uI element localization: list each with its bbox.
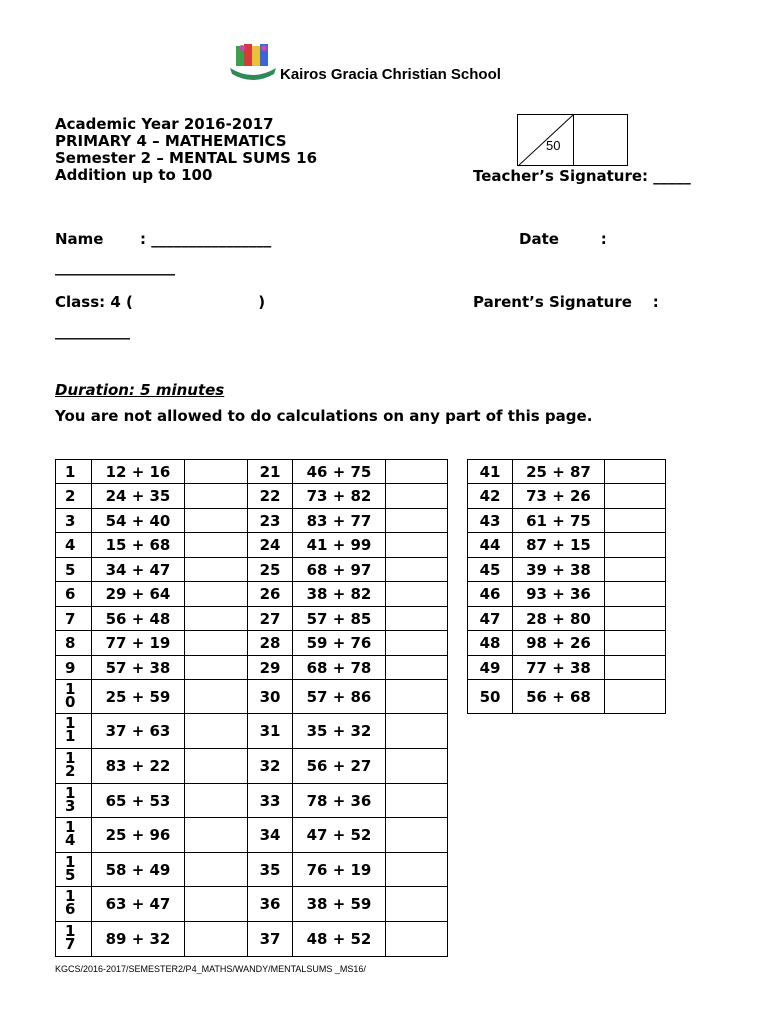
- question-number: 33: [248, 784, 293, 818]
- question-number: 43: [468, 509, 513, 533]
- name-field: Name : ________________: [55, 230, 272, 248]
- answer-box[interactable]: [185, 922, 248, 957]
- answer-box[interactable]: [605, 509, 666, 533]
- question-number: 36: [248, 887, 293, 922]
- table-row: [468, 558, 666, 582]
- table-row: [56, 582, 248, 607]
- question-number: 24: [248, 533, 293, 558]
- question-sum: 78 + 36: [293, 784, 386, 818]
- table-row: [248, 784, 448, 818]
- question-sum: 34 + 47: [92, 558, 185, 582]
- question-number: 27: [248, 607, 293, 631]
- date-field: Date :: [519, 230, 607, 248]
- answer-box[interactable]: [386, 749, 448, 784]
- score-box: [517, 114, 628, 166]
- table-row: [248, 853, 448, 887]
- table-row: [248, 680, 448, 714]
- footer: KGCS/2016-2017/SEMESTER2/P4_MATHS/WANDY/MENTALSUMS _MS16/: [55, 964, 366, 974]
- answer-box[interactable]: [386, 656, 448, 680]
- table-row: [248, 818, 448, 853]
- question-number: 46: [468, 582, 513, 607]
- answer-box[interactable]: [185, 582, 248, 607]
- question-sum: 57 + 86: [293, 680, 386, 714]
- teacher-signature: Teacher’s Signature: _____: [473, 167, 691, 185]
- question-number: 16: [56, 887, 92, 922]
- question-sum: 41 + 99: [293, 533, 386, 558]
- question-number: 7: [56, 607, 92, 631]
- question-number: 47: [468, 607, 513, 631]
- question-sum: 39 + 38: [513, 558, 605, 582]
- question-number: 4: [56, 533, 92, 558]
- table-row: [468, 582, 666, 607]
- table-row: [248, 656, 448, 680]
- table-row: [468, 656, 666, 680]
- answer-box[interactable]: [185, 887, 248, 922]
- answer-box[interactable]: [185, 509, 248, 533]
- question-sum: 57 + 38: [92, 656, 185, 680]
- table-row: [56, 558, 248, 582]
- answer-box[interactable]: [386, 818, 448, 853]
- question-number: 2: [56, 484, 92, 509]
- question-number: 35: [248, 853, 293, 887]
- answer-box[interactable]: [185, 484, 248, 509]
- score-total: 50: [546, 138, 561, 153]
- table-row: [468, 631, 666, 656]
- topic: Addition up to 100: [55, 166, 213, 184]
- answer-box[interactable]: [185, 818, 248, 853]
- class-field: Class: 4 ( ): [55, 293, 266, 311]
- table-row: [248, 484, 448, 509]
- question-number: 3: [56, 509, 92, 533]
- parent-signature-continued: __________: [55, 322, 130, 340]
- answer-box[interactable]: [185, 533, 248, 558]
- question-number: 25: [248, 558, 293, 582]
- table-row: [248, 607, 448, 631]
- question-number: 41: [468, 460, 513, 484]
- question-sum: 28 + 80: [513, 607, 605, 631]
- table-row: [248, 922, 448, 957]
- table-row: [56, 784, 248, 818]
- sums-table-3: [467, 459, 666, 714]
- school-name: Kairos Gracia Christian School: [280, 66, 501, 83]
- table-row: [468, 607, 666, 631]
- answer-box[interactable]: [386, 582, 448, 607]
- question-number: 48: [468, 631, 513, 656]
- question-number: 32: [248, 749, 293, 784]
- table-row: [56, 460, 248, 484]
- question-sum: 77 + 38: [513, 656, 605, 680]
- table-row: [56, 533, 248, 558]
- question-sum: 57 + 85: [293, 607, 386, 631]
- table-row: [56, 631, 248, 656]
- question-sum: 56 + 48: [92, 607, 185, 631]
- answer-box[interactable]: [605, 680, 666, 714]
- question-number: 12: [56, 749, 92, 784]
- question-number: 22: [248, 484, 293, 509]
- question-sum: 73 + 26: [513, 484, 605, 509]
- answer-box[interactable]: [185, 853, 248, 887]
- table-row: [468, 484, 666, 509]
- question-number: 11: [56, 714, 92, 749]
- sums-table-1: [55, 459, 248, 957]
- question-number: 50: [468, 680, 513, 714]
- table-row: [248, 714, 448, 749]
- answer-box[interactable]: [386, 714, 448, 749]
- table-row: [468, 460, 666, 484]
- answer-box[interactable]: [605, 484, 666, 509]
- question-number: 1: [56, 460, 92, 484]
- question-number: 45: [468, 558, 513, 582]
- answer-box[interactable]: [386, 460, 448, 484]
- table-row: [56, 656, 248, 680]
- answer-box[interactable]: [185, 680, 248, 714]
- question-sum: 61 + 75: [513, 509, 605, 533]
- question-number: 13: [56, 784, 92, 818]
- question-number: 37: [248, 922, 293, 957]
- question-sum: 56 + 27: [293, 749, 386, 784]
- answer-box[interactable]: [185, 784, 248, 818]
- table-row: [56, 484, 248, 509]
- question-sum: 73 + 82: [293, 484, 386, 509]
- answer-box[interactable]: [185, 460, 248, 484]
- question-sum: 68 + 97: [293, 558, 386, 582]
- parent-signature: Parent’s Signature :: [473, 293, 659, 311]
- table-row: [56, 607, 248, 631]
- table-row: [248, 887, 448, 922]
- answer-box[interactable]: [386, 533, 448, 558]
- answer-box[interactable]: [386, 558, 448, 582]
- question-sum: 46 + 75: [293, 460, 386, 484]
- question-number: 44: [468, 533, 513, 558]
- question-sum: 15 + 68: [92, 533, 185, 558]
- academic-year: Academic Year 2016-2017: [55, 115, 274, 133]
- question-number: 21: [248, 460, 293, 484]
- question-number: 31: [248, 714, 293, 749]
- question-sum: 83 + 77: [293, 509, 386, 533]
- table-row: [56, 887, 248, 922]
- answer-box[interactable]: [386, 887, 448, 922]
- question-sum: 59 + 76: [293, 631, 386, 656]
- question-number: 28: [248, 631, 293, 656]
- question-sum: 47 + 52: [293, 818, 386, 853]
- question-number: 26: [248, 582, 293, 607]
- question-number: 17: [56, 922, 92, 957]
- answer-box[interactable]: [605, 460, 666, 484]
- question-number: 6: [56, 582, 92, 607]
- answer-box[interactable]: [386, 607, 448, 631]
- table-row: [56, 714, 248, 749]
- question-sum: 12 + 16: [92, 460, 185, 484]
- table-row: [248, 631, 448, 656]
- duration: Duration: 5 minutes: [55, 381, 225, 399]
- table-row: [56, 509, 248, 533]
- question-number: 10: [56, 680, 92, 714]
- instruction: You are not allowed to do calculations on any part of this page.: [55, 407, 593, 425]
- question-sum: 56 + 68: [513, 680, 605, 714]
- answer-box[interactable]: [185, 607, 248, 631]
- question-number: 30: [248, 680, 293, 714]
- table-row: [248, 509, 448, 533]
- school-logo: [228, 42, 278, 84]
- answer-box[interactable]: [185, 631, 248, 656]
- question-sum: 63 + 47: [92, 887, 185, 922]
- table-row: [56, 749, 248, 784]
- table-row: [468, 509, 666, 533]
- answer-box[interactable]: [605, 558, 666, 582]
- question-sum: 98 + 26: [513, 631, 605, 656]
- question-sum: 25 + 59: [92, 680, 185, 714]
- answer-box[interactable]: [386, 680, 448, 714]
- question-number: 49: [468, 656, 513, 680]
- question-sum: 83 + 22: [92, 749, 185, 784]
- question-number: 42: [468, 484, 513, 509]
- question-number: 9: [56, 656, 92, 680]
- table-row: [248, 533, 448, 558]
- question-sum: 38 + 82: [293, 582, 386, 607]
- table-row: [56, 853, 248, 887]
- table-row: [468, 533, 666, 558]
- question-sum: 29 + 64: [92, 582, 185, 607]
- subject: PRIMARY 4 – MATHEMATICS: [55, 132, 287, 150]
- answer-box[interactable]: [605, 656, 666, 680]
- question-sum: 58 + 49: [92, 853, 185, 887]
- table-row: [248, 460, 448, 484]
- answer-box[interactable]: [185, 714, 248, 749]
- table-row: [248, 582, 448, 607]
- question-sum: 65 + 53: [92, 784, 185, 818]
- answer-box[interactable]: [605, 582, 666, 607]
- question-sum: 37 + 63: [92, 714, 185, 749]
- answer-box[interactable]: [605, 631, 666, 656]
- question-sum: 48 + 52: [293, 922, 386, 957]
- sums-table-2: [247, 459, 448, 957]
- answer-box[interactable]: [185, 656, 248, 680]
- question-number: 8: [56, 631, 92, 656]
- answer-box[interactable]: [605, 533, 666, 558]
- question-number: 5: [56, 558, 92, 582]
- question-sum: 76 + 19: [293, 853, 386, 887]
- answer-box[interactable]: [386, 922, 448, 957]
- question-number: 29: [248, 656, 293, 680]
- question-sum: 93 + 36: [513, 582, 605, 607]
- name-field-continued: ________________: [55, 258, 175, 276]
- answer-box[interactable]: [386, 784, 448, 818]
- answer-box[interactable]: [185, 558, 248, 582]
- table-row: [248, 558, 448, 582]
- answer-box[interactable]: [185, 749, 248, 784]
- table-row: [56, 818, 248, 853]
- answer-box[interactable]: [386, 509, 448, 533]
- question-sum: 35 + 32: [293, 714, 386, 749]
- question-sum: 54 + 40: [92, 509, 185, 533]
- question-sum: 77 + 19: [92, 631, 185, 656]
- table-row: [56, 680, 248, 714]
- question-sum: 68 + 78: [293, 656, 386, 680]
- question-sum: 87 + 15: [513, 533, 605, 558]
- table-row: [248, 749, 448, 784]
- table-row: [56, 922, 248, 957]
- answer-box[interactable]: [605, 607, 666, 631]
- table-row: [468, 680, 666, 714]
- question-sum: 89 + 32: [92, 922, 185, 957]
- question-sum: 25 + 87: [513, 460, 605, 484]
- answer-box[interactable]: [386, 853, 448, 887]
- semester: Semester 2 – MENTAL SUMS 16: [55, 149, 318, 167]
- answer-box[interactable]: [386, 631, 448, 656]
- question-number: 34: [248, 818, 293, 853]
- question-sum: 38 + 59: [293, 887, 386, 922]
- question-sum: 25 + 96: [92, 818, 185, 853]
- question-number: 15: [56, 853, 92, 887]
- question-number: 23: [248, 509, 293, 533]
- question-sum: 24 + 35: [92, 484, 185, 509]
- answer-box[interactable]: [386, 484, 448, 509]
- question-number: 14: [56, 818, 92, 853]
